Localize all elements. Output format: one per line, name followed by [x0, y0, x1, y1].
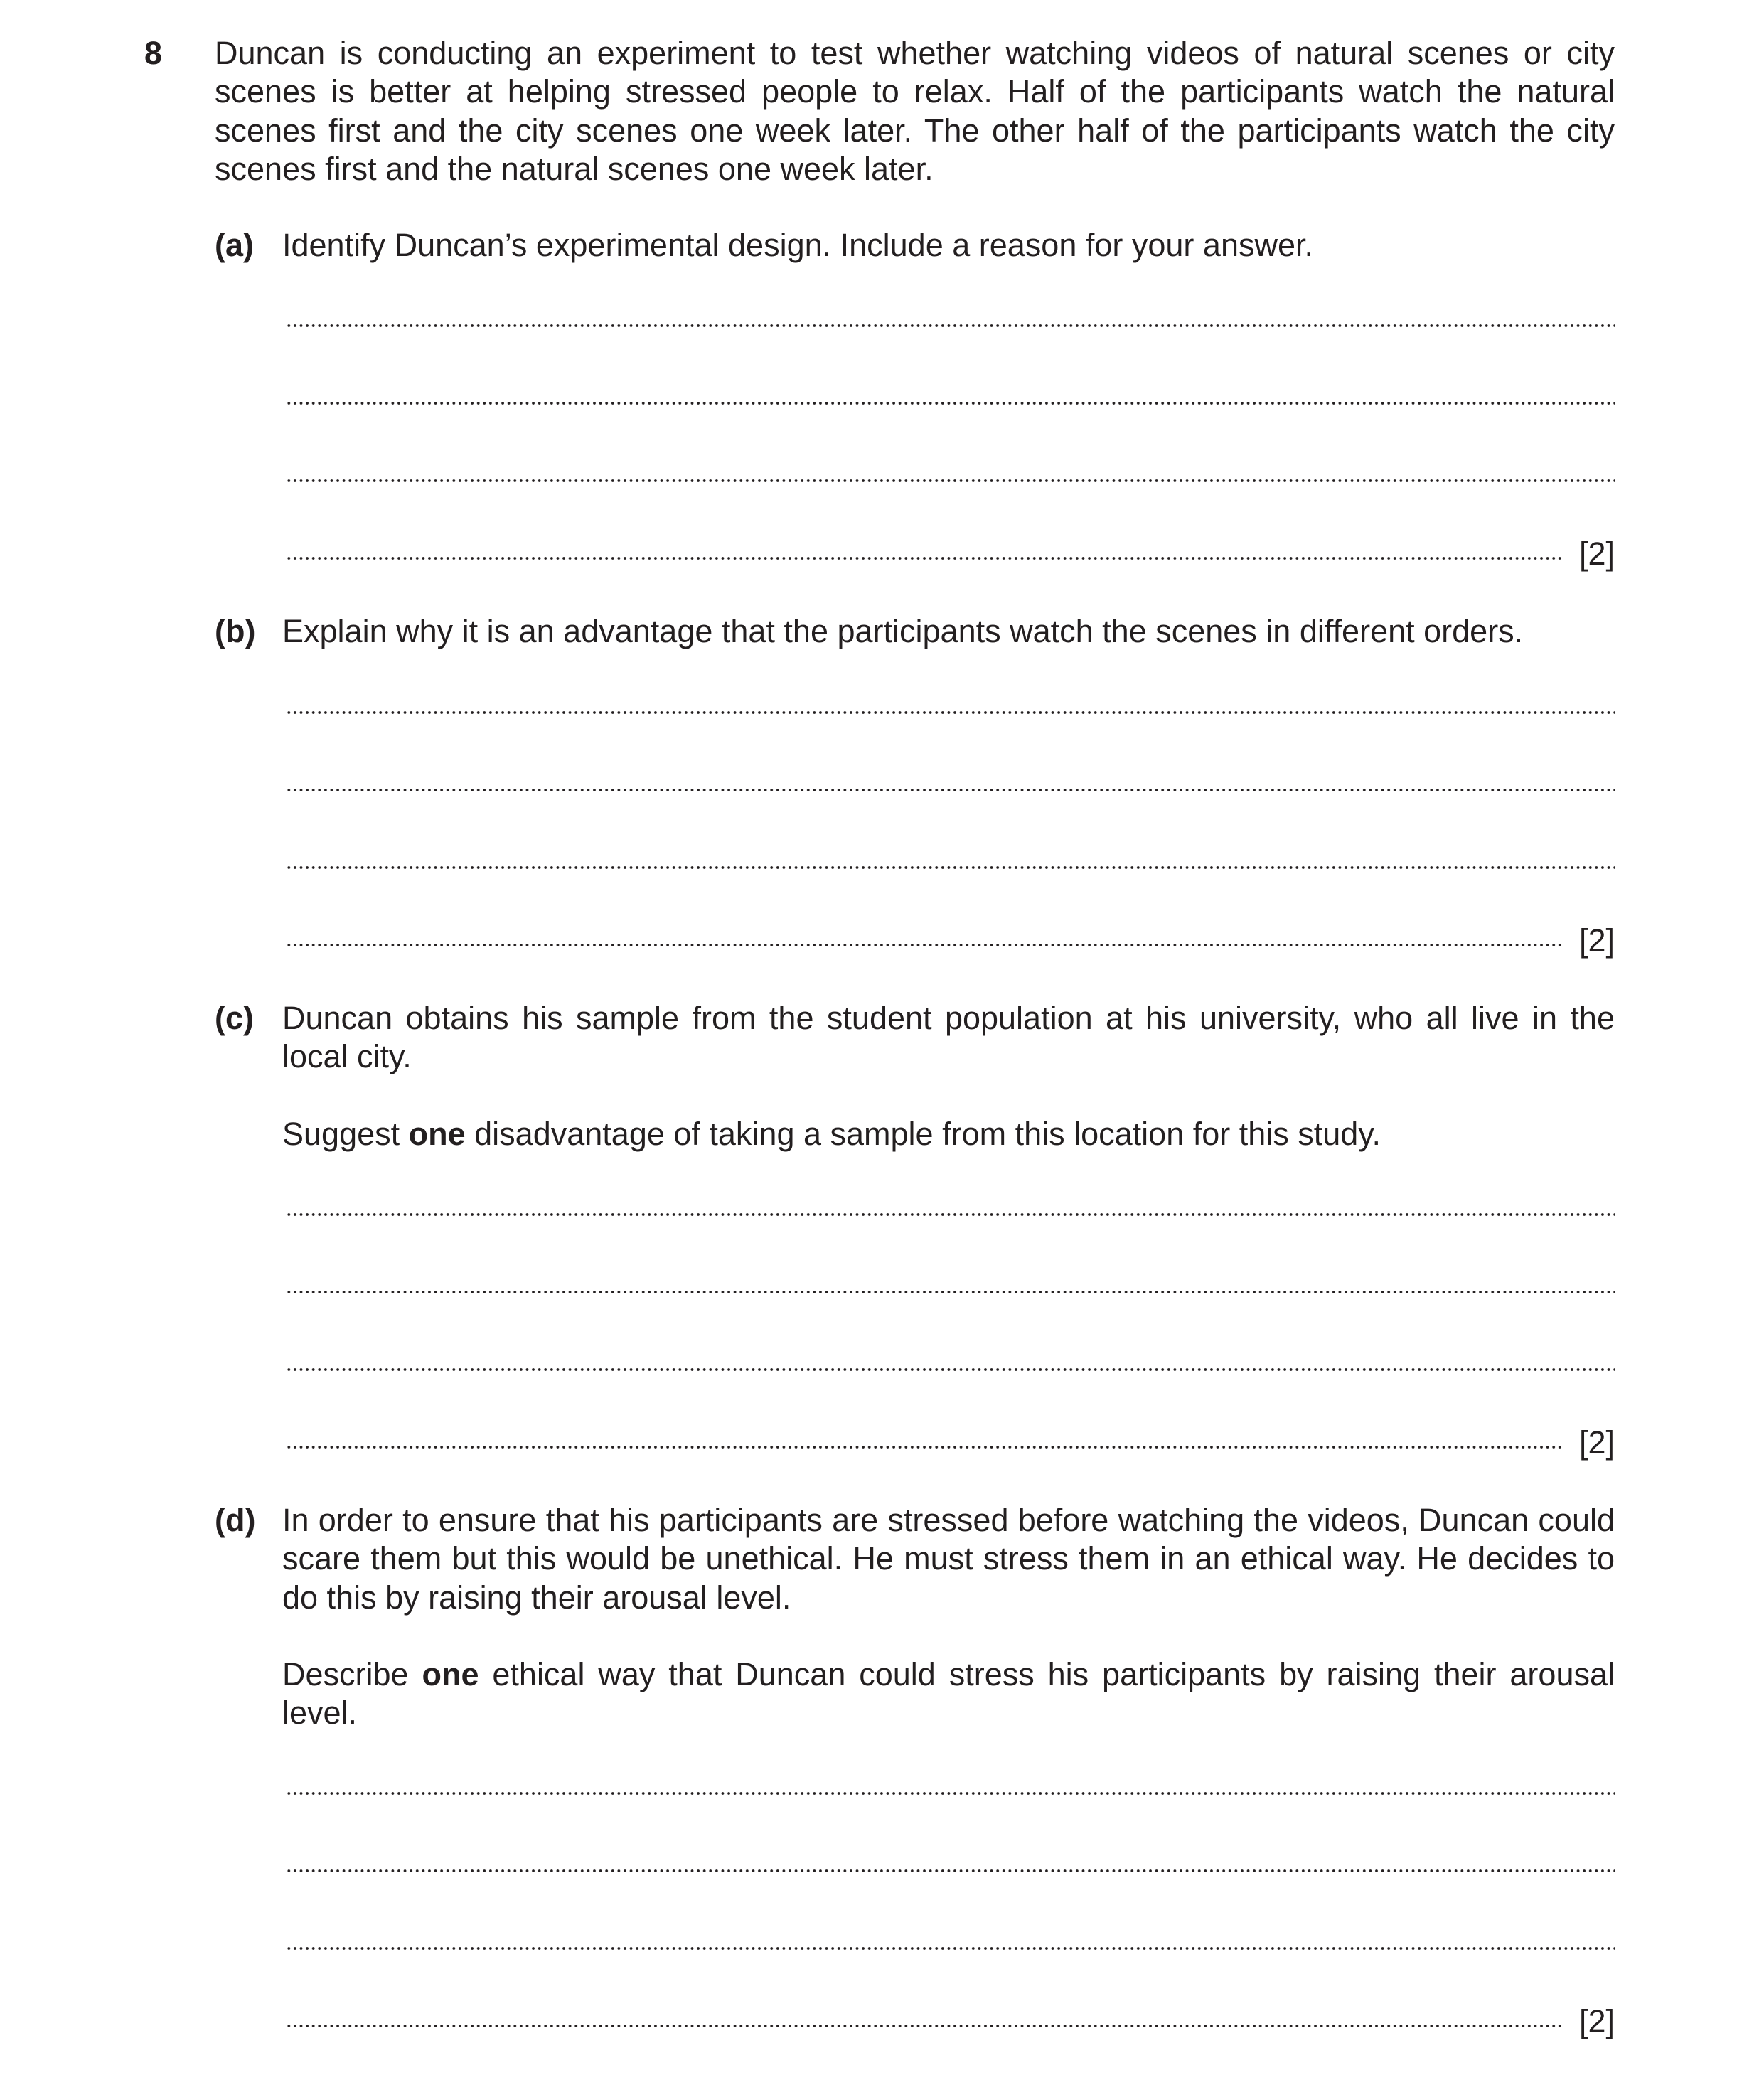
answer-line[interactable]	[286, 1212, 1615, 1217]
part-a-label: (a)	[215, 227, 254, 263]
part-d-instruction	[282, 1655, 1615, 1733]
part-c-label: (c)	[215, 1000, 254, 1036]
part-b-label: (b)	[215, 613, 256, 649]
part-c-text: Duncan obtains his sample from the student population at his university, who all live in the local city.	[282, 1000, 1615, 1075]
answer-line[interactable]	[286, 1946, 1615, 1951]
answer-line[interactable]	[286, 1367, 1615, 1372]
answer-line[interactable]	[286, 710, 1615, 715]
part-b-marks: [2]	[1578, 922, 1615, 959]
answer-line[interactable]	[286, 788, 1615, 792]
part-c-marks: [2]	[1578, 1424, 1615, 1461]
answer-line[interactable]	[286, 865, 1615, 870]
answer-line[interactable]	[286, 1791, 1615, 1796]
answer-line[interactable]	[286, 1869, 1615, 1873]
part-d-text: In order to ensure that his participants are stressed before watching the videos, Duncan could scare them but this would be unethical. He must stress them in an ethical way. He decides to do this by raising their arousal level.	[282, 1502, 1615, 1616]
answer-line[interactable]	[286, 556, 1564, 560]
part-d-instruction-post: ethical way that Duncan could stress his participants by raising their arousal level.	[282, 1656, 1615, 1732]
answer-line[interactable]	[286, 479, 1615, 483]
part-c-instruction	[282, 1115, 1615, 1153]
answer-line[interactable]	[286, 324, 1615, 328]
part-d-instruction-emphasis: one	[422, 1656, 479, 1692]
answer-line[interactable]	[286, 943, 1564, 947]
part-c-instruction-emphasis: one	[408, 1116, 466, 1152]
part-d-label: (d)	[215, 1502, 256, 1538]
part-a-marks: [2]	[1578, 535, 1615, 572]
question-number: 8	[144, 35, 163, 71]
part-d-instruction-pre: Describe	[282, 1656, 422, 1692]
answer-line[interactable]	[286, 401, 1615, 405]
answer-line[interactable]	[286, 2024, 1564, 2028]
part-a-text: Identify Duncan’s experimental design. Include a reason for your answer.	[282, 227, 1313, 263]
part-b-text: Explain why it is an advantage that the participants watch the scenes in different orders.	[282, 613, 1524, 649]
question-stem: Duncan is conducting an experiment to test whether watching videos of natural scenes or city scenes is better at helping stressed people to relax. Half of the participants watch the natural scenes first and the city scenes one week later. The other half of the participants watch the city scenes first and the natural scenes one week later.	[215, 35, 1615, 187]
part-c-instruction-post: disadvantage of taking a sample from this location for this study.	[465, 1116, 1381, 1152]
answer-line[interactable]	[286, 1290, 1615, 1294]
answer-line[interactable]	[286, 1445, 1564, 1449]
part-d-marks: [2]	[1578, 2003, 1615, 2039]
part-c-instruction-pre: Suggest	[282, 1116, 409, 1152]
